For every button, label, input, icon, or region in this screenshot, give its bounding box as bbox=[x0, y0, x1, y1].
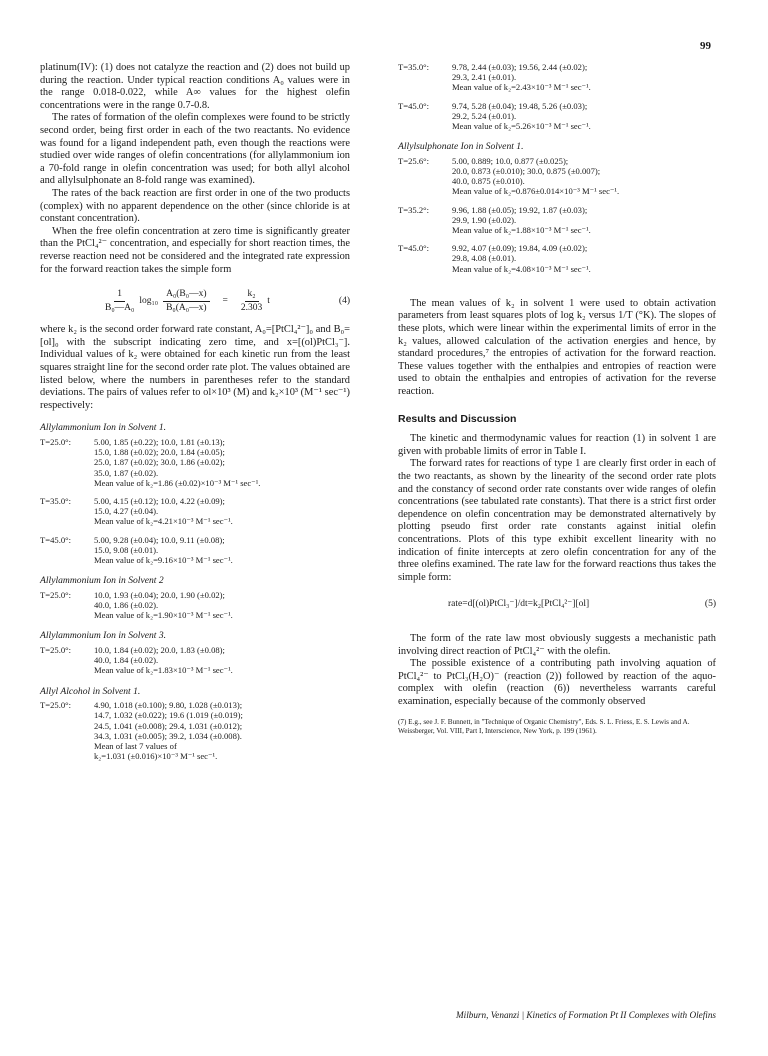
data-line: 9.96, 1.88 (±0.05); 19.92, 1.87 (±0.03); bbox=[452, 204, 588, 215]
data-block bbox=[398, 243, 716, 274]
data-block bbox=[40, 700, 350, 761]
data-line: 29.2, 5.24 (±0.01). bbox=[452, 110, 517, 121]
data-line: 25.0, 1.87 (±0.02); 30.0, 1.86 (±0.02); bbox=[94, 457, 225, 468]
equals-sign: = bbox=[222, 295, 228, 306]
rate-equation: rate=d[(ol)PtCl₃⁻]/dt=k₂[PtCl₄²⁻][ol] bbox=[448, 599, 590, 610]
mean-value-line: k₂=1.031 (±0.016)×10⁻³ M⁻¹ sec⁻¹. bbox=[94, 751, 218, 762]
data-line: 35.0, 1.87 (±0.02). bbox=[94, 467, 159, 478]
data-line: 10.0, 1.93 (±0.04); 20.0, 1.90 (±0.02); bbox=[94, 589, 225, 600]
denominator: B₀(A₀—x) bbox=[166, 302, 207, 313]
data-line: 15.0, 9.08 (±0.01). bbox=[94, 544, 159, 555]
body-paragraph: where k₂ is the second order forward rate constant, A₀=[PtCl₄²⁻]₀ and B₀=[ol]₀ with the subscript indicating zero time, and x=[(ol)PtCl₃⁻]. Individual values of k₂ were obtained for each kinetic run from the least squares straight line for the second order rate plot. The values obtained are listed below, where the numbers in parentheses refer to the standard deviations. The pairs of values refer to ol×10³ (M) and k₂×10³ (M⁻¹ sec⁻¹) respectively: bbox=[40, 324, 350, 411]
data-line: 29.9, 1.90 (±0.02). bbox=[452, 214, 517, 225]
fraction bbox=[163, 288, 209, 314]
data-block bbox=[398, 205, 716, 236]
data-block bbox=[40, 437, 350, 488]
mean-value-line: Mean value of k₂=4.21×10⁻³ M⁻¹ sec⁻¹. bbox=[94, 516, 233, 527]
temperature-label: T=25.0°: bbox=[40, 645, 71, 656]
running-footer: Milburn, Venanzi | Kinetics of Formation Pt II Complexes with Olefins bbox=[455, 1010, 716, 1020]
mean-value-line: Mean value of k₂=1.90×10⁻³ M⁻¹ sec⁻¹. bbox=[94, 610, 233, 621]
temperature-label: T=25.0°: bbox=[40, 437, 71, 448]
body-paragraph: The mean values of k₂ in solvent 1 were used to obtain activation parameters from least squares plots of log k₂ versus 1/T (°K). The slopes of these plots, which were linear within the experimental limits of error in the k₂ values, allowed calculation of the activation energies and hence, by standard procedures,⁷ the entropies of activation for the forward reaction. These values together with the enthalpies and entropies of reaction were used to obtain the enthalpies and entropies of activation for the reverse reaction. bbox=[398, 297, 716, 397]
data-line: 5.00, 1.85 (±0.22); 10.0, 1.81 (±0.13); bbox=[94, 437, 225, 448]
temperature-label: T=45.0°: bbox=[398, 243, 429, 254]
data-line: 29.3, 2.41 (±0.01). bbox=[452, 72, 517, 83]
data-line: 34.3, 1.031 (±0.005); 39.2, 1.034 (±0.008). bbox=[94, 730, 242, 741]
temperature-label: T=45.0°: bbox=[398, 100, 429, 111]
numerator: A₀(B₀—x) bbox=[163, 288, 209, 302]
data-block bbox=[398, 156, 716, 197]
data-line: 5.00, 0.889; 10.0, 0.877 (±0.025); bbox=[452, 155, 569, 166]
left-column bbox=[40, 62, 350, 769]
data-block bbox=[40, 645, 350, 676]
body-paragraph: When the free olefin concentration at zero time is significantly greater than the PtCl₄²⁻ concentration, and especially for short reaction times, the reverse reaction need not be considered and the integrated rate expression for the forward reaction takes the simple form bbox=[40, 225, 350, 275]
section-heading: Allylsulphonate Ion in Solvent 1. bbox=[398, 141, 524, 153]
section-heading: Allylammonium Ion in Solvent 1. bbox=[40, 422, 167, 434]
denominator: 2.303 bbox=[240, 302, 263, 313]
mean-value-line: Mean value of k₂=0.876±0.014×10⁻³ M⁻¹ sec⁻¹. bbox=[452, 186, 620, 197]
numerator: 1 bbox=[114, 288, 125, 302]
fraction bbox=[241, 288, 262, 314]
section-heading: Allylammonium Ion in Solvent 2 bbox=[40, 575, 164, 587]
section-heading: Allylammonium Ion in Solvent 3. bbox=[40, 630, 167, 642]
body-paragraph: platinum(IV): (1) does not catalyze the reaction and (2) does not build up during the reaction. Under typical reaction conditions A₀ values were in the range 0.018-0.022, while A∞ values for the highest olefin concentrations were in the range 0.7-0.8. bbox=[40, 62, 350, 111]
data-line: 15.0, 1.88 (±0.02); 20.0, 1.84 (±0.05); bbox=[94, 447, 225, 458]
equation-number: (4) bbox=[338, 295, 350, 306]
mean-value-line: Mean value of k₂=1.88×10⁻³ M⁻¹ sec⁻¹. bbox=[452, 225, 591, 236]
data-line: Mean of last 7 values of bbox=[94, 741, 177, 752]
data-line: 9.78, 2.44 (±0.03); 19.56, 2.44 (±0.02); bbox=[452, 62, 588, 72]
data-line: 9.92, 4.07 (±0.09); 19.84, 4.09 (±0.02); bbox=[452, 243, 588, 254]
denominator: B₀—A₀ bbox=[105, 302, 135, 313]
body-paragraph: The kinetic and thermodynamic values for reaction (1) in solvent 1 are given with probable limits of error in Table I. bbox=[398, 433, 716, 457]
mean-value-line: Mean value of k₂=1.83×10⁻³ M⁻¹ sec⁻¹. bbox=[94, 665, 233, 676]
equation-number: (5) bbox=[704, 599, 716, 610]
mean-value-line: Mean value of k₂=4.08×10⁻³ M⁻¹ sec⁻¹. bbox=[452, 263, 591, 274]
body-paragraph: The rates of the back reaction are first order in one of the two products (complex) with no apparent dependence on the other (since chloride is at constant concentration). bbox=[40, 187, 350, 225]
data-line: 15.0, 4.27 (±0.04). bbox=[94, 506, 159, 517]
temperature-label: T=25.0°: bbox=[40, 589, 71, 600]
data-block bbox=[40, 535, 350, 566]
footnote: (7) E.g., see J. F. Bunnett, in "Technique of Organic Chemistry", Eds. S. L. Friess, E. S. Lewis and A. Weissberger, Vol. VIII, Part I, Interscience, New York, p. 199 (1961). bbox=[398, 718, 690, 736]
temperature-label: T=25.6°: bbox=[398, 155, 429, 166]
temperature-label: T=35.0°: bbox=[40, 496, 71, 507]
data-line: 9.74, 5.28 (±0.04); 19.48, 5.26 (±0.03); bbox=[452, 100, 588, 111]
body-paragraph: The rates of formation of the olefin complexes were found to be strictly second order, being first order in each of the two reactants. No evidence was found for a ligand independent path, even though the reactions were studied over wide ranges of olefin concentrations (for allylammonium ion a 70-fold range in olefin concentration was used; for both allyl alcohol and allylsulphonate an 8-fold range was examined). bbox=[40, 112, 350, 187]
data-line: 10.0, 1.84 (±0.02); 20.0, 1.83 (±0.08); bbox=[94, 645, 225, 656]
data-line: 14.7, 1.032 (±0.022); 19.6 (1.019 (±0.019); bbox=[94, 710, 243, 721]
page-number: 99 bbox=[700, 40, 711, 52]
data-line: 5.00, 9.28 (±0.04); 10.0, 9.11 (±0.08); bbox=[94, 534, 225, 545]
data-line: 4.90, 1.018 (±0.100); 9.80, 1.028 (±0.013); bbox=[94, 700, 243, 711]
mean-value-line: Mean value of k₂=2.43×10⁻³ M⁻¹ sec⁻¹. bbox=[452, 82, 591, 93]
temperature-label: T=35.0°: bbox=[398, 62, 429, 72]
data-line: 40.0, 1.86 (±0.02). bbox=[94, 600, 159, 611]
data-line: 29.8, 4.08 (±0.01). bbox=[452, 253, 517, 264]
section-heading: Allyl Alcohol in Solvent 1. bbox=[40, 685, 141, 697]
temperature-label: T=35.2°: bbox=[398, 204, 429, 215]
log-symbol: log₁₀ bbox=[139, 295, 159, 306]
data-block bbox=[40, 496, 350, 527]
right-column bbox=[398, 62, 716, 736]
data-block bbox=[398, 101, 716, 132]
data-line: 24.5, 1.041 (±0.008); 29.4, 1.031 (±0.012); bbox=[94, 720, 243, 731]
temperature-label: T=25.0°: bbox=[40, 700, 71, 711]
body-paragraph: The form of the rate law most obviously suggests a mechanistic path involving direct reaction of PtCl₄²⁻ with the olefin. bbox=[398, 632, 716, 657]
data-block bbox=[398, 62, 716, 93]
equation-4 bbox=[40, 288, 350, 314]
equation-5 bbox=[398, 598, 716, 611]
time-variable: t bbox=[267, 295, 270, 306]
mean-value-line: Mean value of k₂=9.16×10⁻³ M⁻¹ sec⁻¹. bbox=[94, 555, 233, 566]
body-paragraph: The possible existence of a contributing path involving aquation of PtCl₄²⁻ to PtCl₃(H₂O)⁻ (reaction (2)) followed by reaction of the aquo-complex with olefin (reaction (6)) nevertheless warrants careful examination, especially because of the commonly observed bbox=[398, 658, 716, 707]
results-heading: Results and Discussion bbox=[398, 412, 517, 425]
data-line: 20.0, 0.873 (±0.010); 30.0, 0.875 (±0.007); bbox=[452, 166, 601, 177]
numerator: k₂ bbox=[245, 288, 259, 302]
body-paragraph: The forward rates for reactions of type 1 are clearly first order in each of the two reactants, as shown by the linearity of the second order rate plots and the constancy of second order rate constants over wide ranges of olefin concentrations (see tabulated rate constants). That there is a strict first order dependence on olefin concentration may be demonstrated alternatively by plotting pseudo first order rate constants against initial olefin concentrations. Plots of this type exhibit excellent linearity with no indication of finite intercepts at zero olefin concentration for any of the three olefins examined. The rate law for the forward reactions thus takes the simple form: bbox=[398, 458, 716, 583]
mean-value-line: Mean value of k₂=5.26×10⁻³ M⁻¹ sec⁻¹. bbox=[452, 121, 591, 132]
mean-value-line: Mean value of k₂=1.86 (±0.02)×10⁻³ M⁻¹ sec⁻¹. bbox=[94, 477, 261, 488]
temperature-label: T=45.0°: bbox=[40, 534, 71, 545]
data-line: 40.0, 1.84 (±0.02). bbox=[94, 655, 159, 666]
data-line: 40.0, 0.875 (±0.010). bbox=[452, 176, 525, 187]
data-line: 5.00, 4.15 (±0.12); 10.0, 4.22 (±0.09); bbox=[94, 496, 225, 507]
data-block bbox=[40, 590, 350, 621]
fraction bbox=[105, 288, 134, 314]
